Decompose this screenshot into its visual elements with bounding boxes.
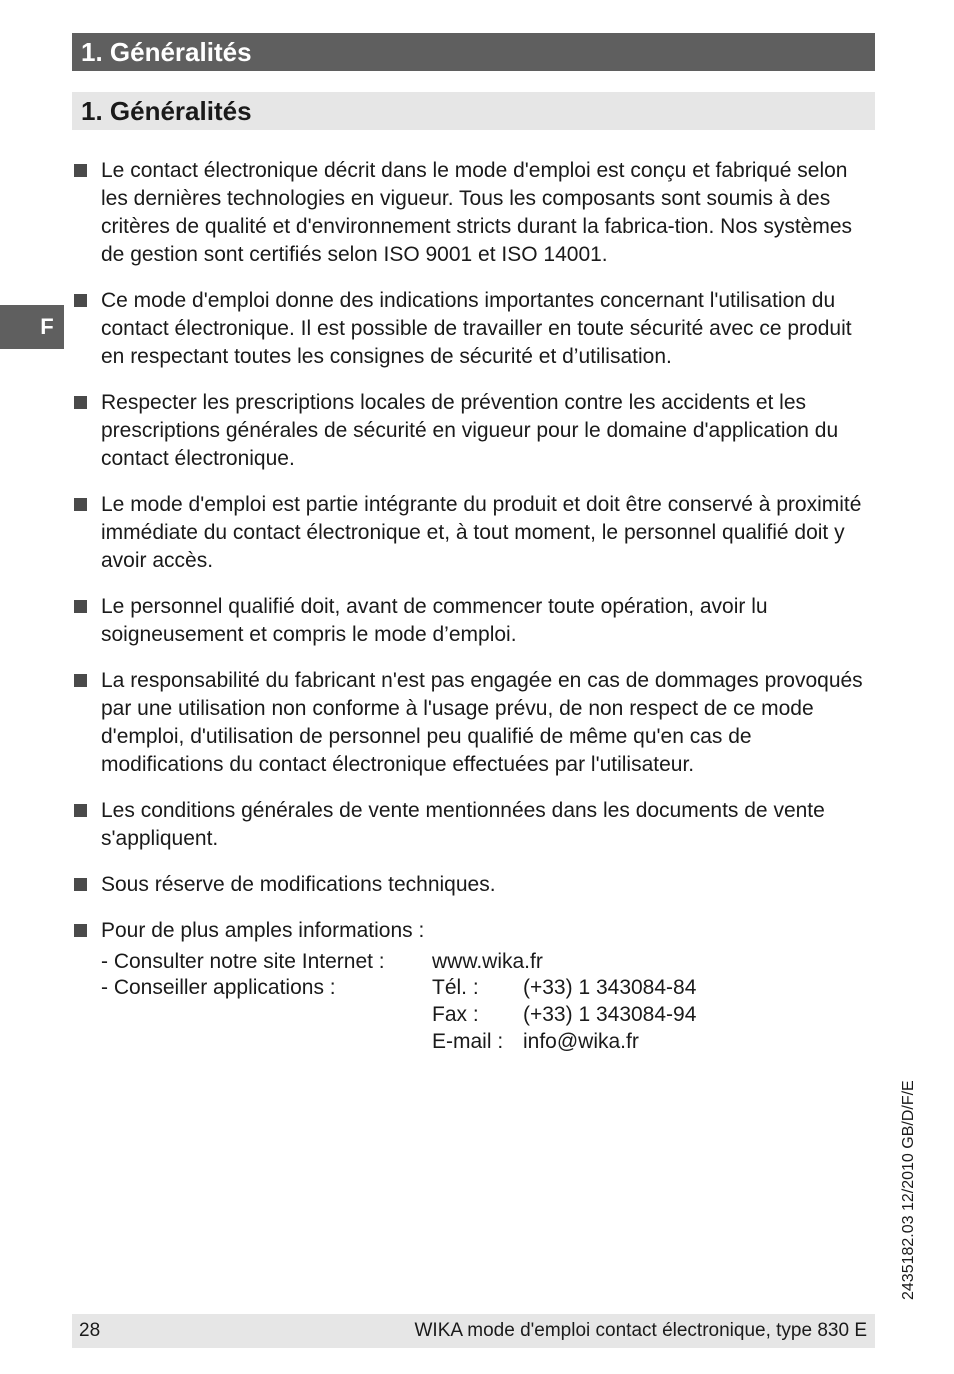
square-bullet-icon: [74, 600, 87, 613]
language-tab: F: [0, 305, 64, 349]
square-bullet-icon: [74, 294, 87, 307]
list-item-text: Pour de plus amples informations :: [101, 919, 425, 942]
tel-value: (+33) 1 343084-84: [523, 976, 697, 999]
chapter-header: 1. Généralités: [72, 33, 875, 71]
list-item: [72, 917, 872, 945]
section-heading: 1. Généralités: [72, 92, 875, 130]
contact-row-email: [101, 1028, 721, 1055]
tel-label: Tél. :: [432, 976, 479, 999]
list-item: [72, 667, 872, 779]
list-item: [72, 593, 872, 649]
email-value: info@wika.fr: [523, 1030, 639, 1053]
square-bullet-icon: [74, 164, 87, 177]
square-bullet-icon: [74, 804, 87, 817]
list-item: [72, 797, 872, 853]
list-item: [72, 389, 872, 473]
list-item: [72, 491, 872, 575]
list-item-text: Sous réserve de modifications techniques.: [101, 873, 496, 896]
square-bullet-icon: [74, 498, 87, 511]
list-item: [72, 157, 872, 269]
list-item-text: Ce mode d'emploi donne des indications importantes concernant l'utilisation du contact électronique. Il est possible de travailler en toute sécurité avec ce produit en respectant toutes les consignes de sécurité et d’utilisation.: [101, 289, 852, 368]
list-item: [72, 287, 872, 371]
fax-label: Fax :: [432, 1003, 479, 1026]
contact-block: [101, 948, 721, 1055]
page-number: 28: [79, 1320, 101, 1341]
list-item-text: Le mode d'emploi est partie intégrante du produit et doit être conservé à proximité immédiate du contact électronique et, à tout moment, le personnel qualifié doit y avoir accès.: [101, 493, 862, 572]
square-bullet-icon: [74, 396, 87, 409]
contact-row-internet: [101, 948, 721, 974]
square-bullet-icon: [74, 878, 87, 891]
contact-row-fax: [101, 1001, 721, 1028]
list-item-text: Respecter les prescriptions locales de prévention contre les accidents et les prescriptions générales de sécurité en vigueur pour le domaine d'application du contact électronique.: [101, 391, 839, 470]
applications-label: - Conseiller applications :: [101, 976, 336, 999]
document-reference: 2435182.03 12/2010 GB/D/F/E: [900, 1080, 917, 1300]
website-link: www.wika.fr: [432, 950, 543, 973]
list-item-text: Le contact électronique décrit dans le mode d'emploi est conçu et fabriqué selon les dernières technologies en vigueur. Tous les composants sont soumis à des critères de qualité et d'environnement stricts durant la fabrica-tion. Nos systèmes de gestion sont certifiés selon ISO 9001 et ISO 14001.: [101, 159, 853, 266]
footer-title: WIKA mode d'emploi contact électronique, type 830 E: [414, 1320, 867, 1341]
square-bullet-icon: [74, 924, 87, 937]
list-item-text: Les conditions générales de vente mentionnées dans les documents de vente s'appliquent.: [101, 799, 825, 850]
email-label: E-mail :: [432, 1030, 504, 1053]
bullet-list: [72, 157, 872, 963]
fax-value: (+33) 1 343084-94: [523, 1003, 697, 1026]
list-item: [72, 871, 872, 899]
list-item-text: La responsabilité du fabricant n'est pas engagée en cas de dommages provoqués par une utilisation non conforme à l'usage prévu, de non respect de ce mode d'emploi, d'utilisation de personnel peu qualifié de même qu'en cas de modifications du contact électronique effectuées par l'utilisateur.: [101, 669, 863, 776]
internet-label: - Consulter notre site Internet :: [101, 950, 385, 973]
list-item-text: Le personnel qualifié doit, avant de commencer toute opération, avoir lu soigneusement et compris le mode d’emploi.: [101, 595, 768, 646]
contact-row-tel: [101, 974, 721, 1001]
square-bullet-icon: [74, 674, 87, 687]
page-footer: [72, 1314, 875, 1348]
